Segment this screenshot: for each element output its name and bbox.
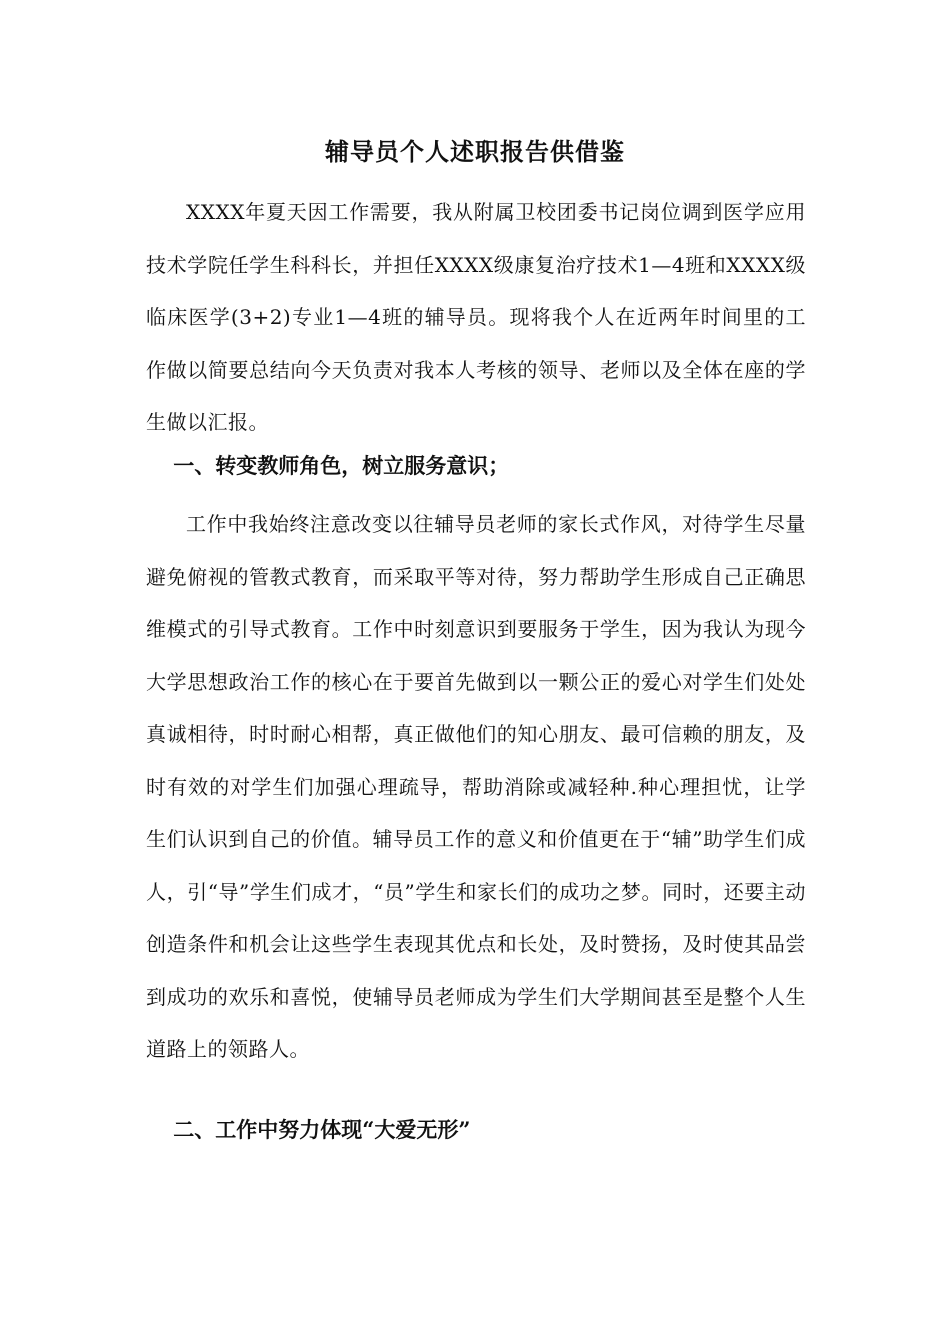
section-heading-2: 二、工作中努力体现“大爱无形”: [173, 1117, 471, 1142]
section-heading-1: 一、转变教师角色，树立服务意识；: [173, 453, 510, 478]
intro-paragraph: XXXX年夏天因工作需要，我从附属卫校团委书记岗位调到医学应用技术学院任学生科科长，并担任XXXX级康复治疗技术1—4班和XXXX级临床医学(3+2)专业1—4班的辅导员。现将我个人在近两年时间里的工作做以简要总结向今天负责对我本人考核的领导、老师以及全体在座的学生做以汇报。: [146, 200, 806, 434]
document-title: 辅导员个人述职报告供借鉴: [325, 137, 625, 166]
section-1-paragraph: 工作中我始终注意改变以往辅导员老师的家长式作风，对待学生尽量避免俯视的管教式教育，而采取平等对待，努力帮助学生形成自己正确思维模式的引导式教育。工作中时刻意识到要服务于学生，因为我认为现今大学思想政治工作的核心在于要首先做到以一颗公正的爱心对学生们处处真诚相待，时时耐心相帮，真正做他们的知心朋友、最可信赖的朋友，及时有效的对学生们加强心理疏导，帮助消除或减轻种.种心理担忧，让学生们认识到自己的价值。辅导员工作的意义和价值更在于“辅”助学生们成人，引“导”学生们成才，“员”学生和家长们的成功之梦。同时，还要主动创造条件和机会让这些学生表现其优点和长处，及时赞扬，及时使其品尝到成功的欢乐和喜悦，使辅导员老师成为学生们大学期间甚至是整个人生道路上的领路人。: [146, 512, 806, 1061]
